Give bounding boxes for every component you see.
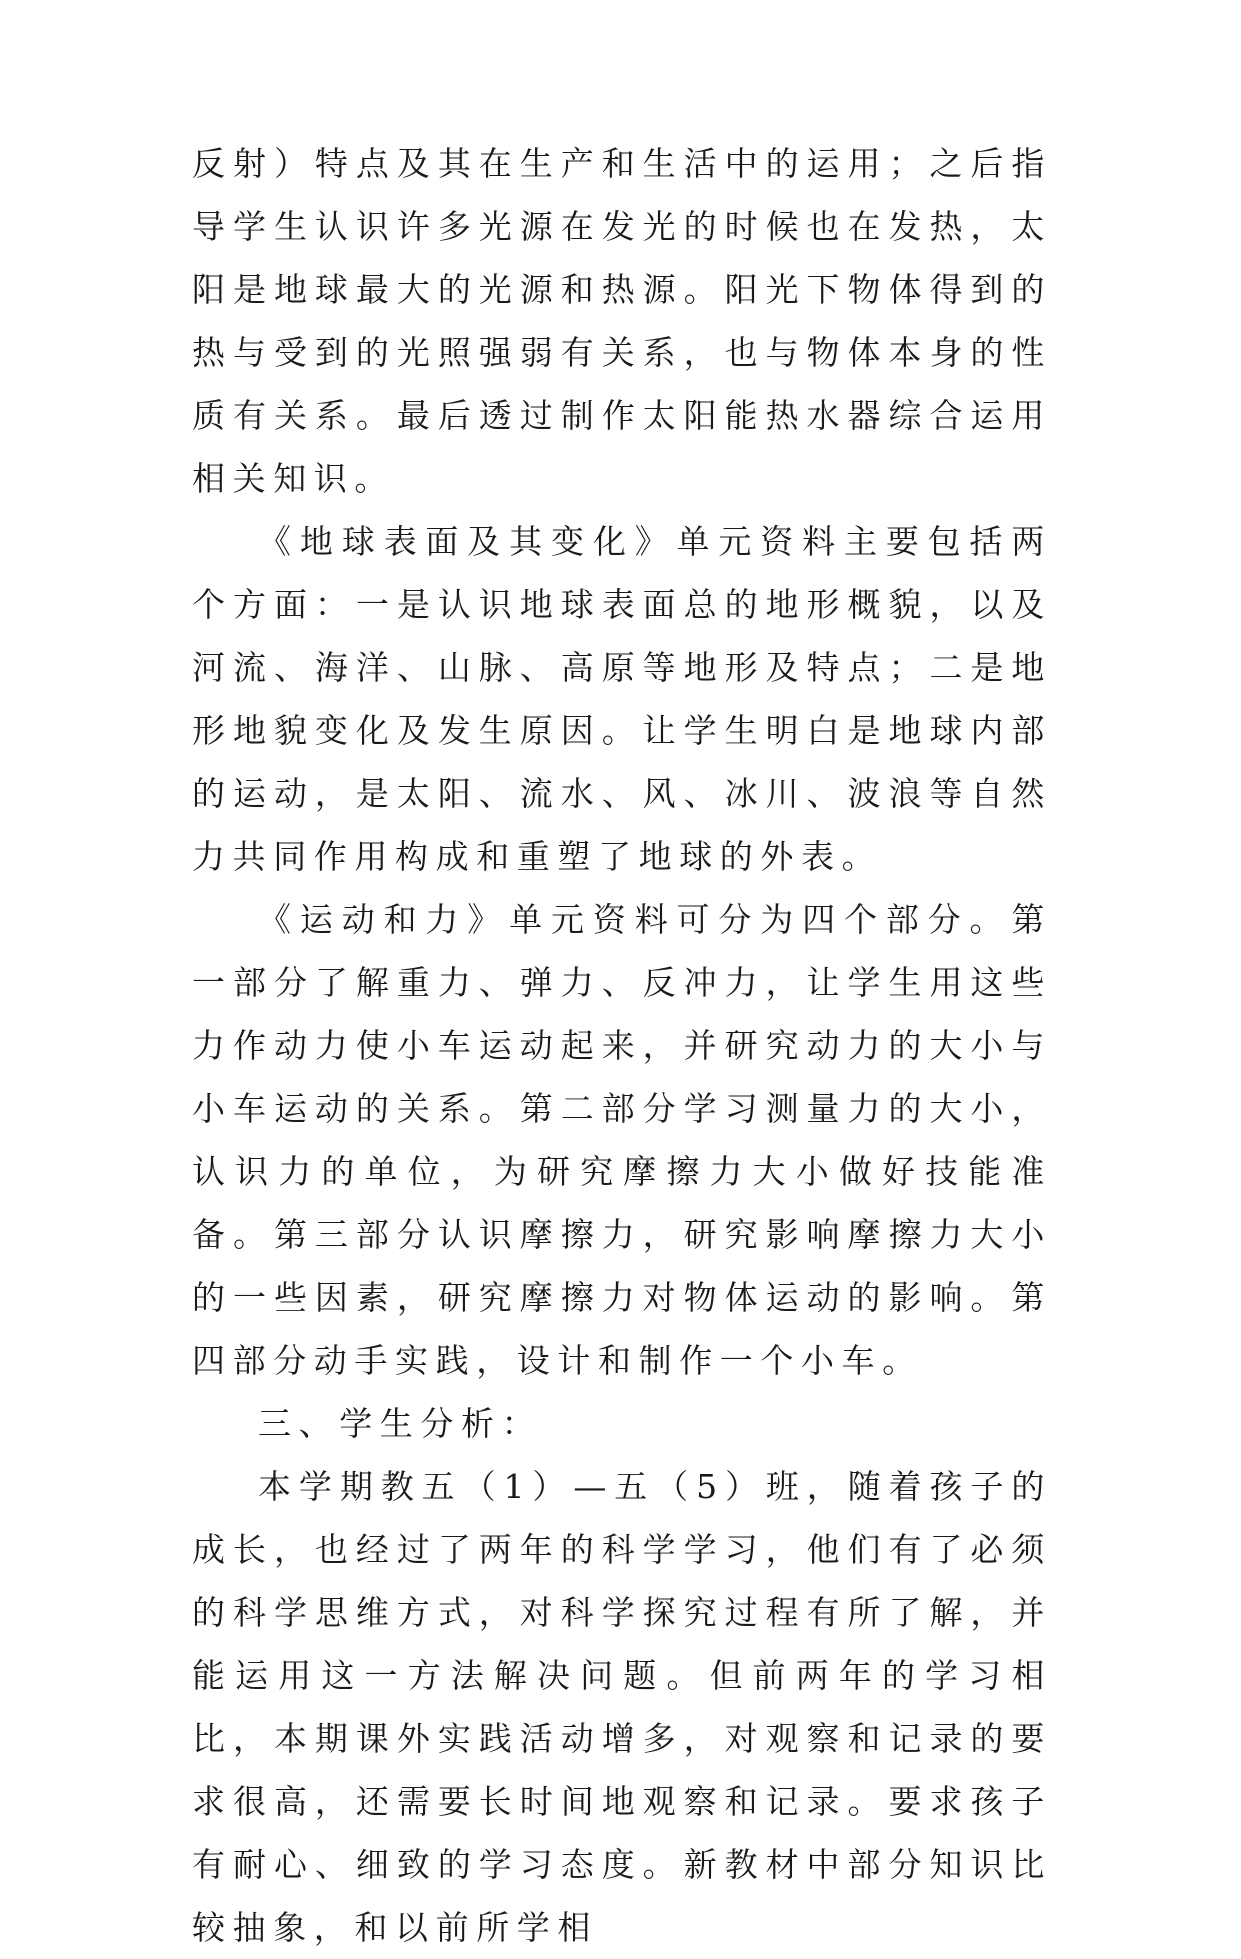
paragraph-earth-surface: 《地球表面及其变化》单元资料主要包括两个方面：一是认识地球表面总的地形概貌，以及河流、海洋、山脉、高原等地形及特点；二是地形地貌变化及发生原因。让学生明白是地球内部的运动，是太阳、流水、风、冰川、波浪等自然力共同作用构成和重塑了地球的外表。	[192, 522, 1052, 876]
section-heading-student-analysis: 三、学生分析：	[258, 1404, 543, 1443]
paragraph-light-heat: 反射）特点及其在生产和生活中的运用；之后指导学生认识许多光源在发光的时候也在发热，太阳是地球最大的光源和热源。阳光下物体得到的热与受到的光照强弱有关系，也与物体本身的性质有关系。最后透过制作太阳能热水器综合运用相关知识。	[192, 144, 1052, 498]
paragraph-student-analysis: 本学期教五（1）—五（5）班，随着孩子的成长，也经过了两年的科学学习，他们有了必须的科学思维方式，对科学探究过程有所了解，并能运用这一方法解决问题。但前两年的学习相比，本期课外实践活动增多，对观察和记录的要求很高，还需要长时间地观察和记录。要求孩子有耐心、细致的学习态度。新教材中部分知识比较抽象，和以前所学相	[192, 1467, 1052, 1947]
body-text	[192, 132, 1052, 1959]
paragraph-motion-force: 《运动和力》单元资料可分为四个部分。第一部分了解重力、弹力、反冲力，让学生用这些力作动力使小车运动起来，并研究动力的大小与小车运动的关系。第二部分学习测量力的大小，认识力的单位，为研究摩擦力大小做好技能准备。第三部分认识摩擦力，研究影响摩擦力大小的一些因素，研究摩擦力对物体运动的影响。第四部分动手实践，设计和制作一个小车。	[192, 900, 1052, 1380]
